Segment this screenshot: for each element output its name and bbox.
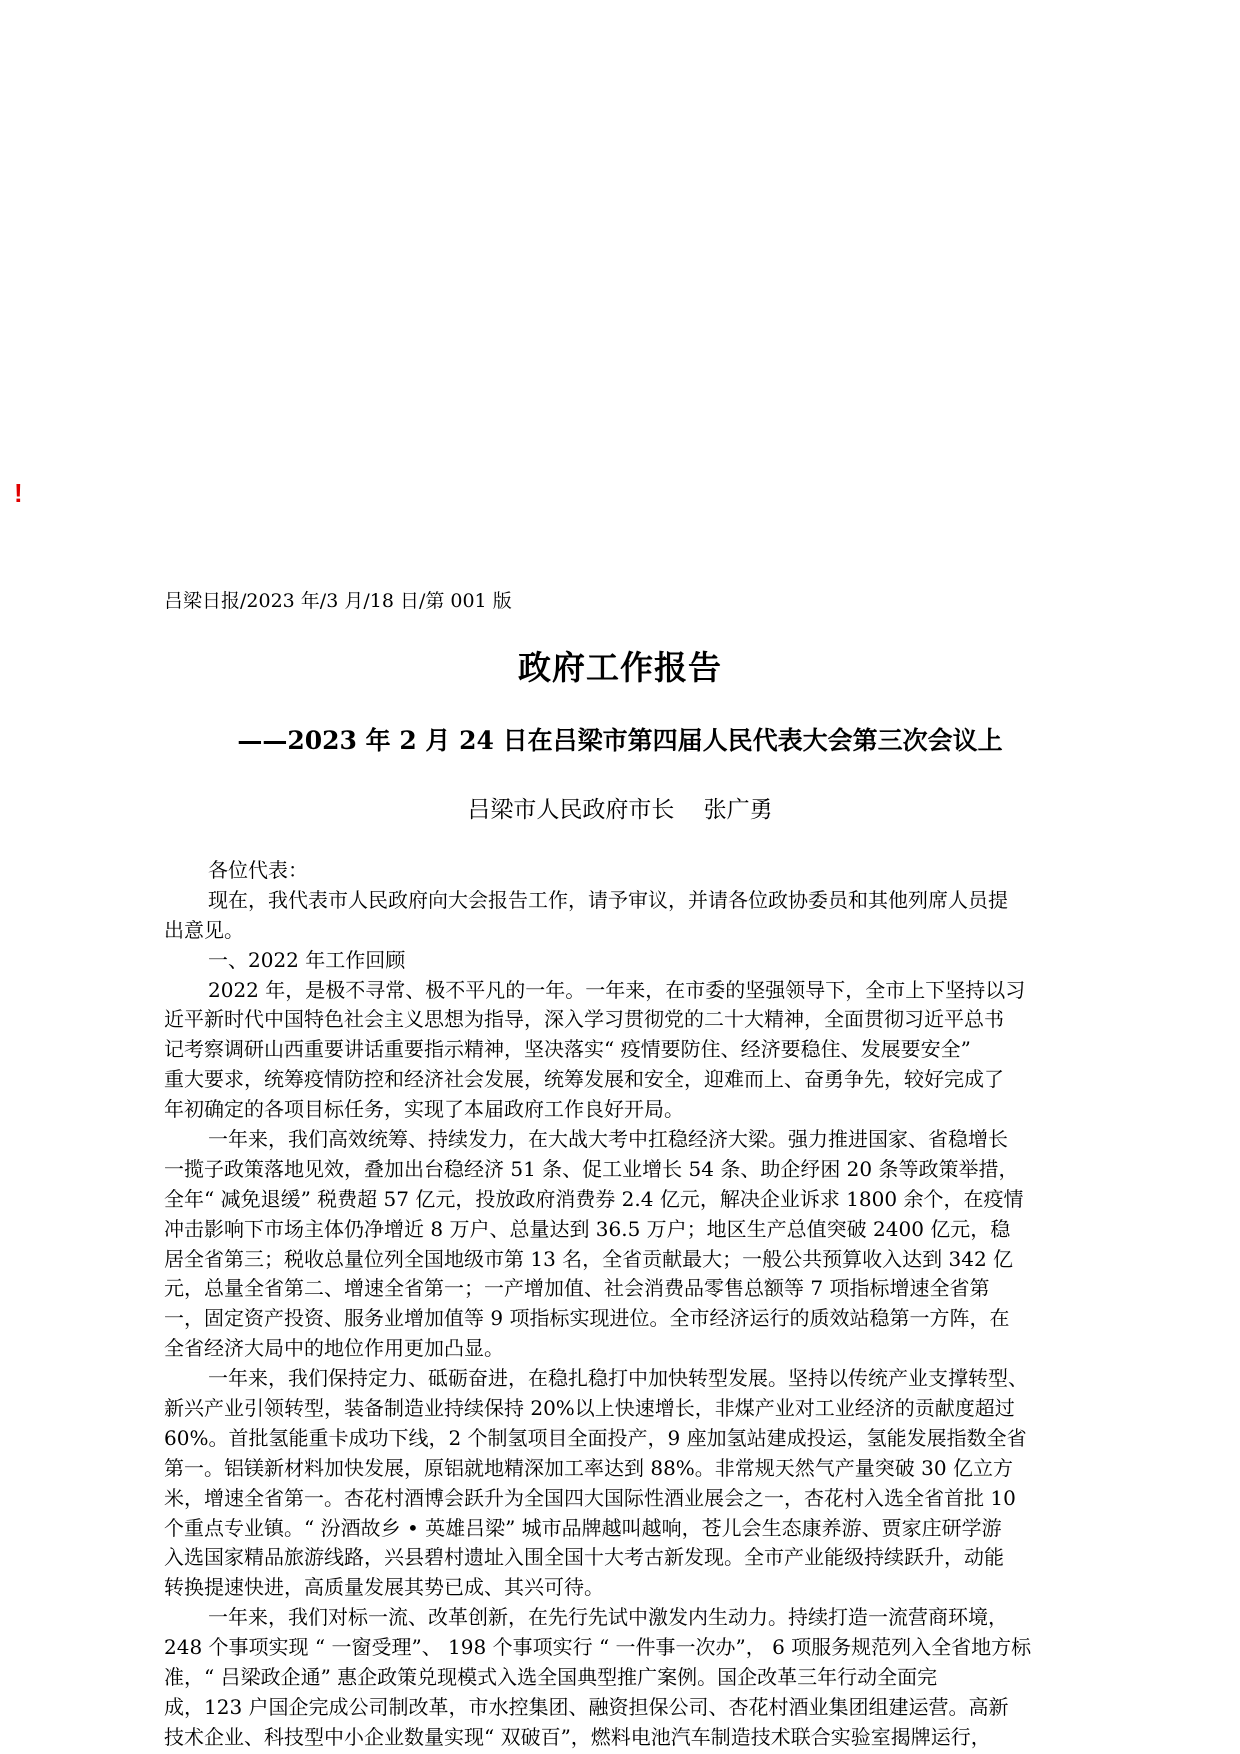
body-line: 冲击影响下市场主体仍净增近 8 万户、总量达到 36.5 万户；地区生产总值突破 2400 亿元，稳	[164, 1216, 1011, 1241]
body-line: 技术企业、科技型中小企业数量实现“ 双破百”，燃料电池汽车制造技术联合实验室揭牌运行，	[164, 1724, 991, 1749]
body-line: 现在，我代表市人民政府向大会报告工作，请予审议，并请各位政协委员和其他列席人员提	[208, 887, 1008, 912]
body-line: 一揽子政策落地见效，叠加出台稳经济 51 条、促工业增长 54 条、助企纾困 20 条等政策举措，	[164, 1156, 1019, 1181]
body-line: 一年来，我们高效统筹、持续发力，在大战大考中扛稳经济大梁。强力推进国家、省稳增长	[208, 1127, 1008, 1152]
body-line: 一年来，我们保持定力、砥砺奋进，在稳扎稳打中加快转型发展。坚持以传统产业支撑转型、	[208, 1366, 1028, 1391]
body-line: 60%。首批氢能重卡成功下线，2 个制氢项目全面投产，9 座加氢站建成投运，氢能发展指数全省	[164, 1425, 1027, 1450]
source-line: 吕梁日报/2023 年/3 月/18 日/第 001 版	[164, 590, 512, 612]
body-line: 第一。铝镁新材料加快发展，原铝就地精深加工率达到 88%。非常规天然气产量突破 30 亿立方	[164, 1455, 1013, 1480]
body-line: 重大要求，统筹疫情防控和经济社会发展，统筹发展和安全，迎难而上、奋勇争先，较好完成了	[164, 1067, 1004, 1092]
body-line: 各位代表：	[208, 858, 308, 882]
body-line: 入选国家精品旅游线路，兴县碧村遗址入围全国十大考古新发现。全市产业能级持续跃升，动能	[164, 1545, 1004, 1570]
body-line: 248 个事项实现 “ 一窗受理”、 198 个事项实行 “ 一件事一次办”， 6 项服务规范列入全省地方标	[164, 1635, 1032, 1660]
body-line: 记考察调研山西重要讲话重要指示精神，坚决落实“ 疫情要防住、经济要稳住、发展要安全”	[164, 1037, 971, 1062]
body-line: 出意见。	[164, 917, 244, 942]
body-line: 近平新时代中国特色社会主义思想为指导，深入学习贯彻党的二十大精神，全面贯彻习近平总书	[164, 1007, 1004, 1032]
body-line: 成，123 户国企完成公司制改革，市水控集团、融资担保公司、杏花村酒业集团组建运营。高新	[164, 1694, 1009, 1719]
report-subtitle: ——2023 年 2 月 24 日在吕梁市第四届人民代表大会第三次会议上	[237, 726, 1003, 755]
body-line: 一，固定资产投资、服务业增加值等 9 项指标实现进位。全市经济运行的质效站稳第一方阵，在	[164, 1306, 1010, 1331]
report-body	[164, 856, 1094, 1753]
body-line: 全省经济大局中的地位作用更加凸显。	[164, 1336, 504, 1361]
body-line: 居全省第三；税收总量位列全国地级市第 13 名，全省贡献最大；一般公共预算收入达到 342 亿	[164, 1246, 1014, 1271]
report-author: 吕梁市人民政府市长 张广勇	[467, 797, 773, 823]
body-line: 个重点专业镇。“ 汾酒故乡 • 英雄吕梁” 城市品牌越叫越响，苍儿会生态康养游、贾家庄研学游	[164, 1515, 1002, 1540]
body-line: 新兴产业引领转型，装备制造业持续保持 20%以上快速增长，非煤产业对工业经济的贡献度超过	[164, 1396, 1015, 1421]
body-line: 全年“ 减免退缓” 税费超 57 亿元，投放政府消费券 2.4 亿元，解决企业诉求 1800 余个，在疫情	[164, 1186, 1024, 1211]
report-title: 政府工作报告	[518, 648, 722, 687]
body-line: 元，总量全省第二、增速全省第一；一产增加值、社会消费品零售总额等 7 项指标增速全省第	[164, 1276, 990, 1301]
body-line: 一、2022 年工作回顾	[208, 947, 406, 972]
body-line: 准，“ 吕梁政企通” 惠企政策兑现模式入选全国典型推广案例。国企改革三年行动全面完	[164, 1665, 938, 1690]
body-line: 2022 年，是极不寻常、极不平凡的一年。一年来，在市委的坚强领导下，全市上下坚持以习	[208, 977, 1026, 1002]
body-line: 年初确定的各项目标任务，实现了本届政府工作良好开局。	[164, 1097, 684, 1122]
body-line: 一年来，我们对标一流、改革创新，在先行先试中激发内生动力。持续打造一流营商环境，	[208, 1605, 1008, 1630]
body-line: 转换提速快进，高质量发展其势已成、其兴可待。	[164, 1575, 604, 1600]
red-exclamation-mark: !	[14, 478, 23, 508]
body-line: 米，增速全省第一。杏花村酒博会跃升为全国四大国际性酒业展会之一，杏花村入选全省首批 10	[164, 1485, 1016, 1510]
